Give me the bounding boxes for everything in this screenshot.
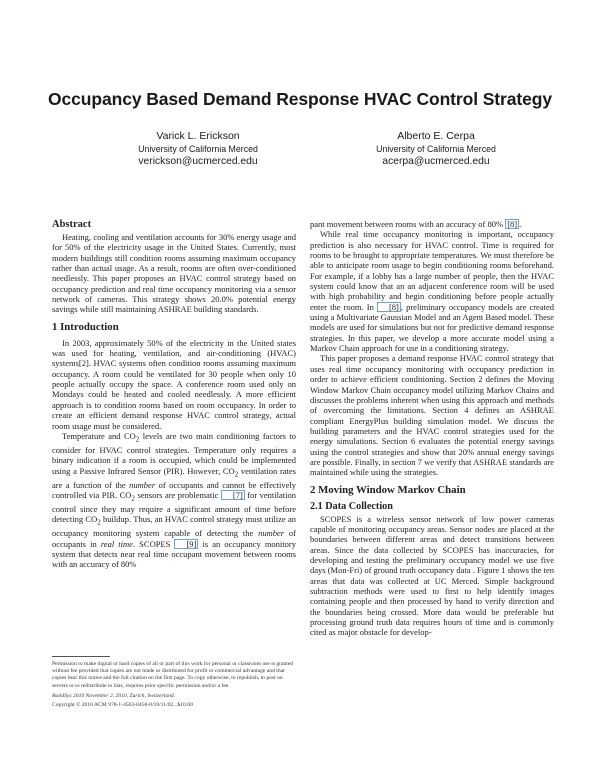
footnote-divider bbox=[52, 656, 110, 657]
section-heading-markov-chain: 2 Moving Window Markov Chain bbox=[310, 483, 466, 496]
author-email: acerpa@ucmerced.edu bbox=[382, 156, 490, 167]
intro-paragraph-3: While real time occupancy monitoring is important, occupancy prediction is also necessary for HVAC control. Time is required for rooms to be brought to appropriate temperatures. We must therefore be able to anticipate room usage to begin conditioning rooms beforehand. For example, if a lobby has a large number of people, then the HVAC system could know that an an adjacent conference room will be used with high probability and begin conditioning before people actually enter the room. In [8] , preliminary occupancy models are created using a Multivariate Gaussian Model and an Agent Based model. These models are used for simulations but not for predictive demand response strategies. In this paper, we develop a more accurate model using a Markov Chain approach for use in a conditioning strategy. bbox=[310, 229, 554, 354]
permission-notice: Permission to make digital or hard copies of all or part of this work for personal or classroom use is granted without fee provided that copies are not made or distributed for profit or commercial advantage and that copies bear this notice and the full citation on the first page. To copy otherwise, to republish, to post on servers or to redistribute to lists, requires prior specific permission and/or a fee. bbox=[52, 661, 294, 689]
intro-paragraph-2: Temperature and $CO_2$ levels are two main conditioning factors to consider for HVAC control strategies. Temperature only requires a binary indication if a room is occupied, which could be implemented using a Passive Infrared Sensor (PIR). However, $CO_2$ ventilation rates are a function of the number of occupants and cannot be effectively controlled via PIR. $CO_2$ sensors are problematic [7] for ventilation control since they may require a significant amount of time before detecting $CO_2$ buildup. Thus, an HVAC control strategy must utilize an occupancy monitoring system capable of detecting the number of occupants in real time. SCOPES [9] is an occupancy monitory system that detects near real time occupant movement between rooms with an accuracy of 80% bbox=[52, 430, 297, 570]
section-heading-introduction: 1 Introduction bbox=[52, 320, 119, 333]
venue-line: BuildSys 2010 November 2, 2010, Zurich, Switzerland. bbox=[52, 692, 176, 699]
abstract-text: Heating, cooling and ventilation accounts for 30% energy usage and for 50% of the electricity usage in the United States. Currently, most modern buildings still condition rooms assuming maximum occupancy rather than actual usage. As a result, rooms are often over-conditioned needlessly. This paper proposes an HVAC control strategy based on occupancy prediction and real time occupancy monitoring via a sensor network of cameras. This strategy shows 20.0% potential energy savings while still maintaining ASHRAE building standards. bbox=[52, 232, 296, 315]
paper-title: Occupancy Based Demand Response HVAC Control Strategy bbox=[48, 89, 552, 109]
author-block bbox=[316, 130, 556, 169]
author-block bbox=[78, 130, 318, 169]
left-column bbox=[52, 219, 296, 570]
citation-link[interactable]: [8] bbox=[507, 219, 518, 229]
citation-link[interactable]: [8] bbox=[377, 302, 401, 312]
intro-paragraph-4: This paper proposes a demand response HVAC control strategy that uses real time occupancy monitoring with occupancy prediction in order to achieve efficient conditioning. Section 2 defines the Moving Window Markov Chain occupancy model utilizing Markov Chains and discusses the problems inherent when using this approach and methods of overcoming the limitations. Section 4 defines an ASHRAE compliant EnergyPlus building simulation model. We discuss the building parameters and the HVAC control strategies used for the energy simulations. Section 6 evaluates the potential energy savings using the control strategies and show that 20% annual energy savings are possible. Finally, in section 7 we verify that ASHRAE standards are maintained while using the strategies. bbox=[310, 353, 554, 478]
section2-paragraph-1: SCOPES is a wireless sensor network of low power cameras capable of monitoring occupancy areas. Sensor nodes are placed at the boundaries between different areas and detect transitions between areas. Since the data collected by SCOPES has inaccuracies, for developing and testing the preliminary occupancy model we use five days (Mon-Fri) of ground truth occupancy data . Figure 1 shows the ten areas that data was collected at UC Merced. Simple background subtraction methods were used to first to help identify images containing people and then processed by hand to verify direction and the boundaries being crossed. More data would be preferable but processing ground truth data requires hours of time and is commonly cited as major obstacle for develop- bbox=[310, 513, 554, 638]
author-affiliation: University of California Merced bbox=[376, 144, 496, 154]
author-affiliation: University of California Merced bbox=[138, 144, 258, 154]
subsection-heading-data-collection: 2.1 Data Collection bbox=[310, 500, 393, 512]
intro-paragraph-2-continued: pant movement between rooms with an accuracy of 80% [8] . bbox=[310, 219, 522, 229]
citation-link[interactable]: [9] bbox=[174, 539, 198, 549]
copyright-footnote bbox=[52, 661, 296, 709]
citation-link[interactable]: [7] bbox=[221, 490, 245, 500]
abstract-heading: Abstract bbox=[52, 219, 92, 230]
copyright-line: Copyright © 2010 ACM 978-1-4503-0458-0/10/11/02...$10.00 bbox=[52, 702, 193, 709]
intro-paragraph-1: In 2003, approximately 50% of the electricity in the United states was used for heating, ventilation, and air-conditioning (HVAC) systems[2]. HVAC systems often condition rooms assuming maximum occupancy. A room could be ventilated for 30 people when only 10 people actually occupy the space. A conference room used only on Mondays could be heated and cooled needlessly. A more efficient approach is to condition rooms based on room occupancy. In order to create an efficient demand response HVAC control strategy, actual room usage must be considered. bbox=[52, 337, 296, 431]
author-email: verickson@ucmerced.edu bbox=[138, 156, 258, 167]
right-column bbox=[310, 219, 554, 638]
author-name: Alberto E. Cerpa bbox=[397, 130, 475, 142]
author-name: Varick L. Erickson bbox=[156, 130, 240, 142]
